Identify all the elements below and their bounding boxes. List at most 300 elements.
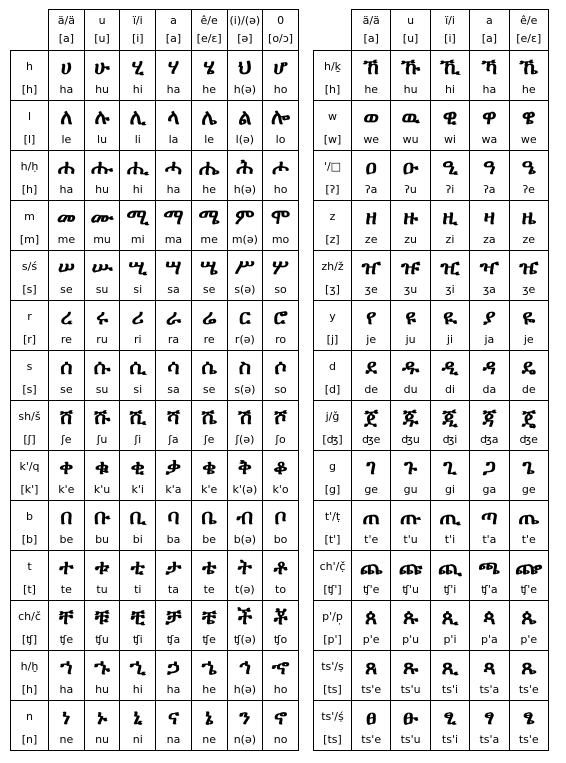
ethiopic-glyph: ዳ xyxy=(482,353,496,379)
consonant-row xyxy=(11,651,299,701)
syllable-cell xyxy=(263,551,299,601)
syllable-transliteration: ju xyxy=(405,332,416,346)
syllable-cell xyxy=(430,651,469,701)
ethiopic-glyph: ቸ xyxy=(59,603,74,629)
ethiopic-glyph: ዑ xyxy=(402,153,419,179)
syllable-transliteration: ge xyxy=(364,482,379,496)
vowel-letter: 0 xyxy=(277,14,285,27)
left-syllabary-table xyxy=(10,9,299,751)
ethiopic-glyph: ሁ xyxy=(94,53,110,79)
syllable-transliteration: se xyxy=(60,282,73,296)
syllable-cell xyxy=(227,601,263,651)
consonant-cell xyxy=(314,701,352,751)
syllable-cell xyxy=(227,201,263,251)
syllable-cell xyxy=(227,451,263,501)
syllable-cell xyxy=(263,701,299,751)
syllable-transliteration: su xyxy=(95,282,109,296)
ethiopic-glyph: ተ xyxy=(59,553,74,579)
consonant-row xyxy=(314,51,549,101)
syllable-cell xyxy=(156,101,192,151)
syllable-cell xyxy=(470,601,509,651)
syllable-cell xyxy=(391,401,430,451)
syllable-transliteration: t'e xyxy=(364,532,379,546)
consonant-cell xyxy=(11,551,49,601)
vowel-header-cell xyxy=(470,10,509,51)
ethiopic-glyph: ሆ xyxy=(273,53,288,79)
syllable-cell xyxy=(156,201,192,251)
syllable-transliteration: ha xyxy=(59,82,74,96)
syllable-transliteration: ts'i xyxy=(441,682,459,696)
consonant-cell xyxy=(11,201,49,251)
ethiopic-glyph: ኂ xyxy=(129,653,146,679)
syllable-transliteration: da xyxy=(482,382,497,396)
ethiopic-glyph: ጴ xyxy=(521,603,537,629)
syllable-transliteration: he xyxy=(521,82,536,96)
consonant-cell xyxy=(314,351,352,401)
syllable-transliteration: ja xyxy=(484,332,495,346)
syllable-cell xyxy=(84,251,120,301)
syllable-transliteration: sa xyxy=(167,282,180,296)
syllable-transliteration: le xyxy=(61,132,72,146)
ethiopic-glyph: ዔ xyxy=(521,153,536,179)
syllable-cell xyxy=(120,201,156,251)
syllable-cell xyxy=(84,401,120,451)
ethiopic-glyph: ጋ xyxy=(482,453,496,479)
syllable-transliteration: ts'a xyxy=(479,682,500,696)
vowel-ipa: [ə] xyxy=(237,32,253,45)
syllable-cell xyxy=(263,201,299,251)
syllable-cell xyxy=(470,201,509,251)
ethiopic-glyph: በ xyxy=(60,503,73,529)
syllable-transliteration: ts'u xyxy=(400,682,421,696)
syllable-transliteration: ʧe xyxy=(59,632,74,646)
ethiopic-glyph: ረ xyxy=(60,303,73,329)
consonant-row xyxy=(11,501,299,551)
syllable-cell xyxy=(49,201,85,251)
syllable-transliteration: ni xyxy=(132,732,143,746)
syllable-transliteration: ha xyxy=(166,82,181,96)
vowel-header-row xyxy=(314,10,549,51)
ethiopic-glyph: ቱ xyxy=(94,553,110,579)
consonant-letter: j/ǧ xyxy=(325,409,340,423)
syllable-transliteration: ʒe xyxy=(522,282,536,296)
consonant-row xyxy=(11,151,299,201)
ethiopic-glyph: ኼ xyxy=(519,53,538,79)
ethiopic-glyph: ፀ xyxy=(365,703,377,729)
syllable-cell xyxy=(470,101,509,151)
syllable-transliteration: ts'e xyxy=(518,732,539,746)
syllable-transliteration: he xyxy=(202,182,217,196)
syllable-transliteration: hi xyxy=(444,82,455,96)
consonant-cell xyxy=(314,451,352,501)
vowel-header-cell xyxy=(49,10,85,51)
syllable-transliteration: hu xyxy=(403,82,418,96)
syllable-cell xyxy=(49,251,85,301)
consonant-row xyxy=(314,551,549,601)
ethiopic-glyph: ጌ xyxy=(522,453,536,479)
syllable-cell xyxy=(49,701,85,751)
ethiopic-glyph: ሶ xyxy=(274,353,287,379)
consonant-cell xyxy=(11,601,49,651)
syllable-cell xyxy=(84,501,120,551)
syllable-cell xyxy=(156,151,192,201)
ethiopic-glyph: ጫ xyxy=(478,553,501,579)
syllable-transliteration: so xyxy=(274,382,287,396)
consonant-letter: ts'/ṣ xyxy=(321,659,344,673)
consonant-row xyxy=(11,401,299,451)
syllable-cell xyxy=(391,351,430,401)
syllable-transliteration: ha xyxy=(482,82,497,96)
ethiopic-glyph: ኸ xyxy=(363,53,379,79)
consonant-row xyxy=(11,101,299,151)
ethiopic-glyph: ጀ xyxy=(364,403,379,429)
syllable-cell xyxy=(263,51,299,101)
ethiopic-glyph: ሽ xyxy=(237,403,252,429)
syllable-cell xyxy=(430,501,469,551)
syllable-cell xyxy=(49,151,85,201)
syllable-transliteration: ʧa xyxy=(166,632,181,646)
syllable-cell xyxy=(391,551,430,601)
ethiopic-glyph: ሉ xyxy=(94,103,110,129)
syllable-cell xyxy=(430,201,469,251)
syllable-transliteration: me xyxy=(200,232,218,246)
syllable-transliteration: hu xyxy=(95,82,110,96)
syllable-transliteration: hi xyxy=(132,82,143,96)
syllable-transliteration: t'a xyxy=(482,532,497,546)
syllable-transliteration: ne xyxy=(59,732,74,746)
syllable-transliteration: ʔa xyxy=(365,182,378,196)
ethiopic-glyph: ኄ xyxy=(201,653,217,679)
consonant-ipa: [h] xyxy=(324,82,341,96)
ethiopic-glyph: ጃ xyxy=(482,403,497,429)
syllable-transliteration: t'u xyxy=(403,532,418,546)
syllable-transliteration: k'(ə) xyxy=(232,482,258,496)
syllable-cell xyxy=(509,251,548,301)
syllable-transliteration: ʔa xyxy=(483,182,496,196)
ethiopic-glyph: ኻ xyxy=(481,53,498,79)
consonant-letter: h/ḫ xyxy=(20,659,39,673)
vowel-ipa: [u] xyxy=(402,32,419,45)
syllable-transliteration: ti xyxy=(134,582,142,596)
syllable-transliteration: ge xyxy=(521,482,536,496)
syllable-transliteration: ts'a xyxy=(479,732,500,746)
ethiopic-glyph: ት xyxy=(237,553,252,579)
syllable-cell xyxy=(227,701,263,751)
syllable-transliteration: k'i xyxy=(131,482,144,496)
consonant-ipa: [ʃ] xyxy=(23,432,36,446)
ethiopic-glyph: ኆ xyxy=(271,653,290,679)
consonant-row xyxy=(11,201,299,251)
consonant-letter: p'/p̣ xyxy=(322,609,343,623)
ethiopic-glyph: ሢ xyxy=(128,253,147,279)
syllable-transliteration: je xyxy=(366,332,377,346)
consonant-cell xyxy=(314,51,352,101)
ethiopic-glyph: ሂ xyxy=(131,53,144,79)
ethiopic-glyph: ጲ xyxy=(441,603,459,629)
syllable-cell xyxy=(156,551,192,601)
ethiopic-glyph: ለ xyxy=(60,103,73,129)
syllable-transliteration: si xyxy=(133,282,143,296)
syllable-cell xyxy=(84,701,120,751)
ethiopic-glyph: ዢ xyxy=(440,253,460,279)
syllable-transliteration: ʧi xyxy=(132,632,143,646)
consonant-letter: ch/č xyxy=(18,609,41,623)
syllable-transliteration: h(ə) xyxy=(233,82,257,96)
ethiopic-glyph: ብ xyxy=(236,503,254,529)
syllable-cell xyxy=(227,351,263,401)
syllable-cell xyxy=(191,251,227,301)
syllable-cell xyxy=(120,551,156,601)
ethiopic-glyph: ሾ xyxy=(274,403,288,429)
consonant-row xyxy=(314,401,549,451)
vowel-header-cell xyxy=(509,10,548,51)
syllable-cell xyxy=(470,351,509,401)
syllable-transliteration: ʤi xyxy=(442,432,458,446)
syllable-cell xyxy=(263,401,299,451)
syllable-transliteration: ga xyxy=(482,482,497,496)
syllable-transliteration: we xyxy=(363,132,380,146)
consonant-ipa: [ʧ] xyxy=(21,632,38,646)
ethiopic-glyph: ጱ xyxy=(402,603,419,629)
consonant-letter: h xyxy=(26,59,33,73)
ethiopic-glyph: ቴ xyxy=(202,553,217,579)
ethiopic-glyph: ሰ xyxy=(60,353,73,379)
ethiopic-glyph: ዤ xyxy=(519,253,539,279)
ethiopic-glyph: ጩ xyxy=(398,553,423,579)
syllable-cell xyxy=(391,451,430,501)
ethiopic-glyph: ሙ xyxy=(90,203,114,229)
ethiopic-glyph: ሼ xyxy=(201,403,217,429)
syllable-cell xyxy=(509,401,548,451)
ethiopic-glyph: ቦ xyxy=(274,503,287,529)
ethiopic-glyph: ዩ xyxy=(405,303,416,329)
syllable-transliteration: de xyxy=(364,382,379,396)
syllable-transliteration: ʧe xyxy=(202,632,216,646)
consonant-cell xyxy=(11,501,49,551)
ethiopic-glyph: ህ xyxy=(238,53,252,79)
ethiopic-glyph: ጼ xyxy=(521,653,537,679)
syllable-cell xyxy=(352,601,391,651)
ethiopic-glyph: ጻ xyxy=(483,653,496,679)
syllable-cell xyxy=(391,201,430,251)
consonant-ipa: [z] xyxy=(325,232,340,246)
consonant-cell xyxy=(314,251,352,301)
syllable-cell xyxy=(509,301,548,351)
consonant-cell xyxy=(314,401,352,451)
consonant-cell xyxy=(314,501,352,551)
consonant-ipa: [h] xyxy=(21,82,38,96)
consonant-row xyxy=(314,701,549,751)
syllable-transliteration: t(ə) xyxy=(235,582,255,596)
syllable-transliteration: ʤu xyxy=(401,432,420,446)
ethiopic-glyph: ዪ xyxy=(443,303,457,329)
syllable-transliteration: ʧu xyxy=(95,632,109,646)
consonant-cell xyxy=(11,451,49,501)
consonant-ipa: [ʧ'] xyxy=(323,582,342,596)
syllable-transliteration: te xyxy=(203,582,215,596)
syllable-transliteration: ro xyxy=(275,332,287,346)
consonant-cell xyxy=(11,251,49,301)
ethiopic-glyph: ቁ xyxy=(94,453,110,479)
syllable-transliteration: ru xyxy=(96,332,108,346)
ethiopic-glyph: ሠ xyxy=(57,253,75,279)
ethiopic-glyph: ሖ xyxy=(272,153,289,179)
syllable-cell xyxy=(470,151,509,201)
consonant-letter: s xyxy=(26,359,33,373)
syllable-transliteration: ʃe xyxy=(61,432,72,446)
syllable-transliteration: ts'e xyxy=(361,732,382,746)
syllable-transliteration: su xyxy=(95,382,109,396)
syllable-cell xyxy=(391,251,430,301)
ethiopic-glyph: ጢ xyxy=(439,503,461,529)
ethiopic-glyph: ን xyxy=(239,703,251,729)
syllable-cell xyxy=(430,401,469,451)
syllable-transliteration: wa xyxy=(481,132,498,146)
syllable-transliteration: mo xyxy=(271,232,290,246)
vowel-ipa: [e/ɛ] xyxy=(516,32,542,45)
syllable-cell xyxy=(191,651,227,701)
ethiopic-glyph: ጄ xyxy=(521,403,536,429)
ethiopic-glyph: ሻ xyxy=(166,403,180,429)
ethiopic-glyph: ኅ xyxy=(238,653,251,679)
ethiopic-glyph: ም xyxy=(235,203,255,229)
syllable-cell xyxy=(84,351,120,401)
syllable-transliteration: ji xyxy=(446,332,454,346)
ethiopic-glyph: ሄ xyxy=(203,53,215,79)
consonant-letter: k'/q xyxy=(19,459,40,473)
ethiopic-glyph: ዌ xyxy=(521,103,536,129)
syllable-cell xyxy=(227,51,263,101)
consonant-letter: w xyxy=(328,109,337,123)
consonant-letter: l xyxy=(27,109,32,123)
ethiopic-glyph: ፂ xyxy=(443,703,457,729)
syllable-transliteration: ze xyxy=(364,232,378,246)
syllable-transliteration: no xyxy=(273,732,288,746)
syllable-transliteration: se xyxy=(202,382,216,396)
consonant-ipa: [d] xyxy=(324,382,341,396)
ethiopic-glyph: ር xyxy=(239,303,251,329)
consonant-ipa: [h] xyxy=(21,182,38,196)
consonant-ipa: [b] xyxy=(21,532,38,546)
syllable-cell xyxy=(49,501,85,551)
ethiopic-glyph: ሚ xyxy=(126,203,149,229)
syllable-cell xyxy=(391,51,430,101)
syllable-transliteration: be xyxy=(202,532,217,546)
ethiopic-glyph: ጉ xyxy=(404,453,418,479)
vowel-header-cell xyxy=(120,10,156,51)
syllable-cell xyxy=(156,401,192,451)
ethiopic-glyph: ሪ xyxy=(131,303,144,329)
syllable-cell xyxy=(430,251,469,301)
consonant-ipa: [s] xyxy=(22,282,37,296)
consonant-letter: t xyxy=(27,559,32,573)
syllable-transliteration: wu xyxy=(402,132,419,146)
consonant-ipa: [w] xyxy=(323,132,342,146)
syllable-transliteration: du xyxy=(403,382,418,396)
vowel-header-row xyxy=(11,10,299,51)
syllable-transliteration: ts'u xyxy=(400,732,421,746)
vowel-letter: ä/ä xyxy=(57,14,75,27)
ethiopic-glyph: ቶ xyxy=(273,553,288,579)
syllable-transliteration: lu xyxy=(97,132,108,146)
ethiopic-glyph: ወ xyxy=(363,103,379,129)
ethiopic-glyph: ባ xyxy=(167,503,180,529)
consonant-cell xyxy=(314,551,352,601)
ethiopic-glyph: ኑ xyxy=(96,703,108,729)
consonant-row xyxy=(11,701,299,751)
syllable-cell xyxy=(84,101,120,151)
consonant-cell xyxy=(314,651,352,701)
syllable-cell xyxy=(509,151,548,201)
ethiopic-glyph: ዴ xyxy=(521,353,536,379)
consonant-row xyxy=(11,51,299,101)
syllable-transliteration: k'u xyxy=(93,482,111,496)
syllable-cell xyxy=(156,601,192,651)
syllable-transliteration: bi xyxy=(132,532,143,546)
syllable-transliteration: ʧo xyxy=(273,632,288,646)
ethiopic-glyph: ቺ xyxy=(130,603,145,629)
syllable-transliteration: ʔu xyxy=(404,182,417,196)
vowel-ipa: [a] xyxy=(165,32,182,45)
syllable-transliteration: ho xyxy=(273,682,288,696)
consonant-letter: '/□ xyxy=(323,159,342,173)
consonant-cell xyxy=(11,301,49,351)
ethiopic-glyph: ጹ xyxy=(402,653,419,679)
syllable-transliteration: le xyxy=(204,132,215,146)
consonant-ipa: [g] xyxy=(324,482,341,496)
consonant-cell xyxy=(314,301,352,351)
consonant-ipa: [k'] xyxy=(20,482,39,496)
syllable-transliteration: p'e xyxy=(362,632,380,646)
syllable-cell xyxy=(191,301,227,351)
syllable-cell xyxy=(352,251,391,301)
vowel-header-cell xyxy=(227,10,263,51)
syllable-transliteration: ʤa xyxy=(480,432,499,446)
ethiopic-glyph: ቼ xyxy=(201,603,217,629)
syllable-transliteration: k'o xyxy=(272,482,289,496)
consonant-row xyxy=(11,451,299,501)
syllable-cell xyxy=(120,651,156,701)
syllable-cell xyxy=(156,501,192,551)
consonant-letter: sh/š xyxy=(18,409,41,423)
syllable-transliteration: h(ə) xyxy=(233,682,257,696)
ethiopic-glyph: ሬ xyxy=(202,303,217,329)
syllable-cell xyxy=(84,451,120,501)
syllable-cell xyxy=(156,51,192,101)
syllable-transliteration: ne xyxy=(202,732,217,746)
ethiopic-glyph: የ xyxy=(366,303,377,329)
consonant-row xyxy=(11,351,299,401)
consonant-letter: ch'/č̣ xyxy=(319,559,346,573)
syllable-cell xyxy=(49,451,85,501)
ethiopic-glyph: ሃ xyxy=(167,53,180,79)
ethiopic-glyph: ደ xyxy=(365,353,377,379)
vowel-letter: (i)/(ə) xyxy=(229,14,261,27)
syllable-cell xyxy=(84,51,120,101)
syllable-transliteration: n(ə) xyxy=(233,732,257,746)
syllable-cell xyxy=(49,551,85,601)
ethiopic-glyph: ቄ xyxy=(202,453,217,479)
syllable-cell xyxy=(352,351,391,401)
ethiopic-glyph: ጬ xyxy=(515,553,543,579)
consonant-letter: d xyxy=(329,359,336,373)
ethiopic-glyph: ቀ xyxy=(59,453,74,479)
ethiopic-glyph: ኹ xyxy=(401,53,421,79)
ethiopic-glyph: ሸ xyxy=(59,403,73,429)
consonant-letter: ts'/ṣ́ xyxy=(321,709,344,723)
syllable-cell xyxy=(509,451,548,501)
consonant-letter: t'/ṭ xyxy=(324,509,341,523)
